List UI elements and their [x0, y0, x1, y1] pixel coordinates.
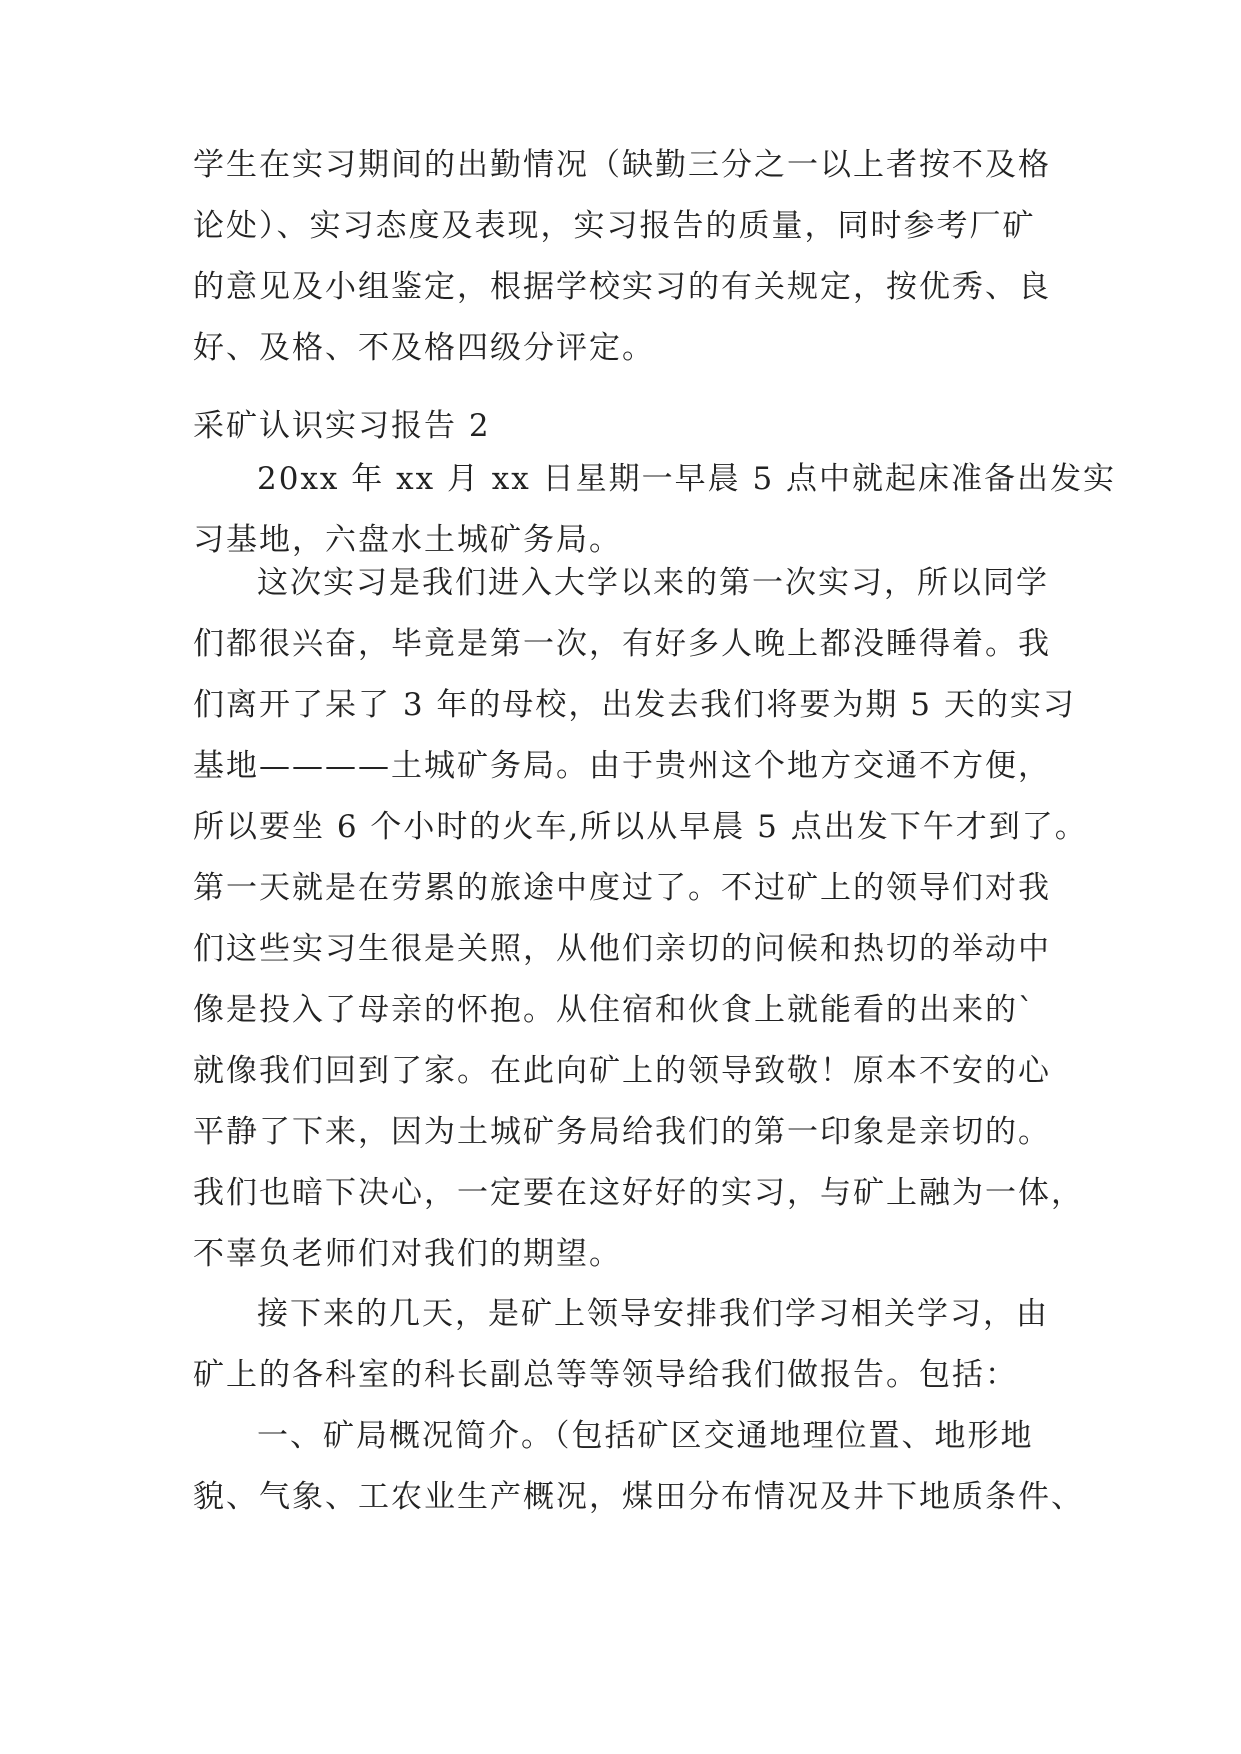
- text-line: 不辜负老师们对我们的期望。: [193, 1236, 622, 1272]
- text-line: 20xx 年 xx 月 xx 日星期一早晨 5 点中就起床准备出发实: [257, 461, 1117, 497]
- text-line: 就像我们回到了家。在此向矿上的领导致敬！原本不安的心: [193, 1053, 1051, 1089]
- text-line: 第一天就是在劳累的旅途中度过了。不过矿上的领导们对我: [193, 870, 1051, 906]
- text-line: 平静了下来，因为土城矿务局给我们的第一印象是亲切的。: [193, 1114, 1051, 1150]
- text-line: 们都很兴奋，毕竟是第一次，有好多人晚上都没睡得着。我: [193, 626, 1051, 662]
- text-line: 接下来的几天，是矿上领导安排我们学习相关学习，由: [257, 1296, 1049, 1332]
- text-line: 像是投入了母亲的怀抱。从住宿和伙食上就能看的出来的`: [193, 992, 1036, 1028]
- text-line: 论处）、实习态度及表现，实习报告的质量，同时参考厂矿: [193, 208, 1036, 244]
- text-line: 基地————土城矿务局。由于贵州这个地方交通不方便，: [193, 748, 1051, 784]
- text-line: 的意见及小组鉴定，根据学校实习的有关规定，按优秀、良: [193, 269, 1051, 305]
- text-line: 一、矿局概况简介。（包括矿区交通地理位置、地形地: [257, 1418, 1034, 1454]
- text-line: 好、及格、不及格四级分评定。: [193, 330, 655, 366]
- paragraph-overview: [193, 1406, 1084, 1528]
- text-line: 所以要坐 6 个小时的火车,所以从早晨 5 点出发下午才到了。: [193, 809, 1088, 845]
- text-line: 我们也暗下决心，一定要在这好好的实习，与矿上融为一体，: [193, 1175, 1084, 1211]
- text-line: 们离开了呆了 3 年的母校，出发去我们将要为期 5 天的实习: [193, 687, 1076, 723]
- intro-paragraph: [193, 135, 1055, 379]
- text-line: 习基地，六盘水土城矿务局。: [193, 522, 622, 558]
- paragraph-reports: [193, 1284, 1055, 1406]
- text-line: 学生在实习期间的出勤情况（缺勤三分之一以上者按不及格: [193, 147, 1051, 183]
- section-title: 采矿认识实习报告 2: [193, 408, 491, 444]
- text-line: 貌、气象、工农业生产概况，煤田分布情况及井下地质条件、: [193, 1479, 1084, 1515]
- text-line: 矿上的各科室的科长副总等等领导给我们做报告。包括：: [193, 1357, 1018, 1393]
- text-line: 们这些实习生很是关照，从他们亲切的问候和热切的举动中: [193, 931, 1051, 967]
- paragraph-first-internship: [193, 553, 1088, 1285]
- text-line: 这次实习是我们进入大学以来的第一次实习，所以同学: [257, 565, 1049, 601]
